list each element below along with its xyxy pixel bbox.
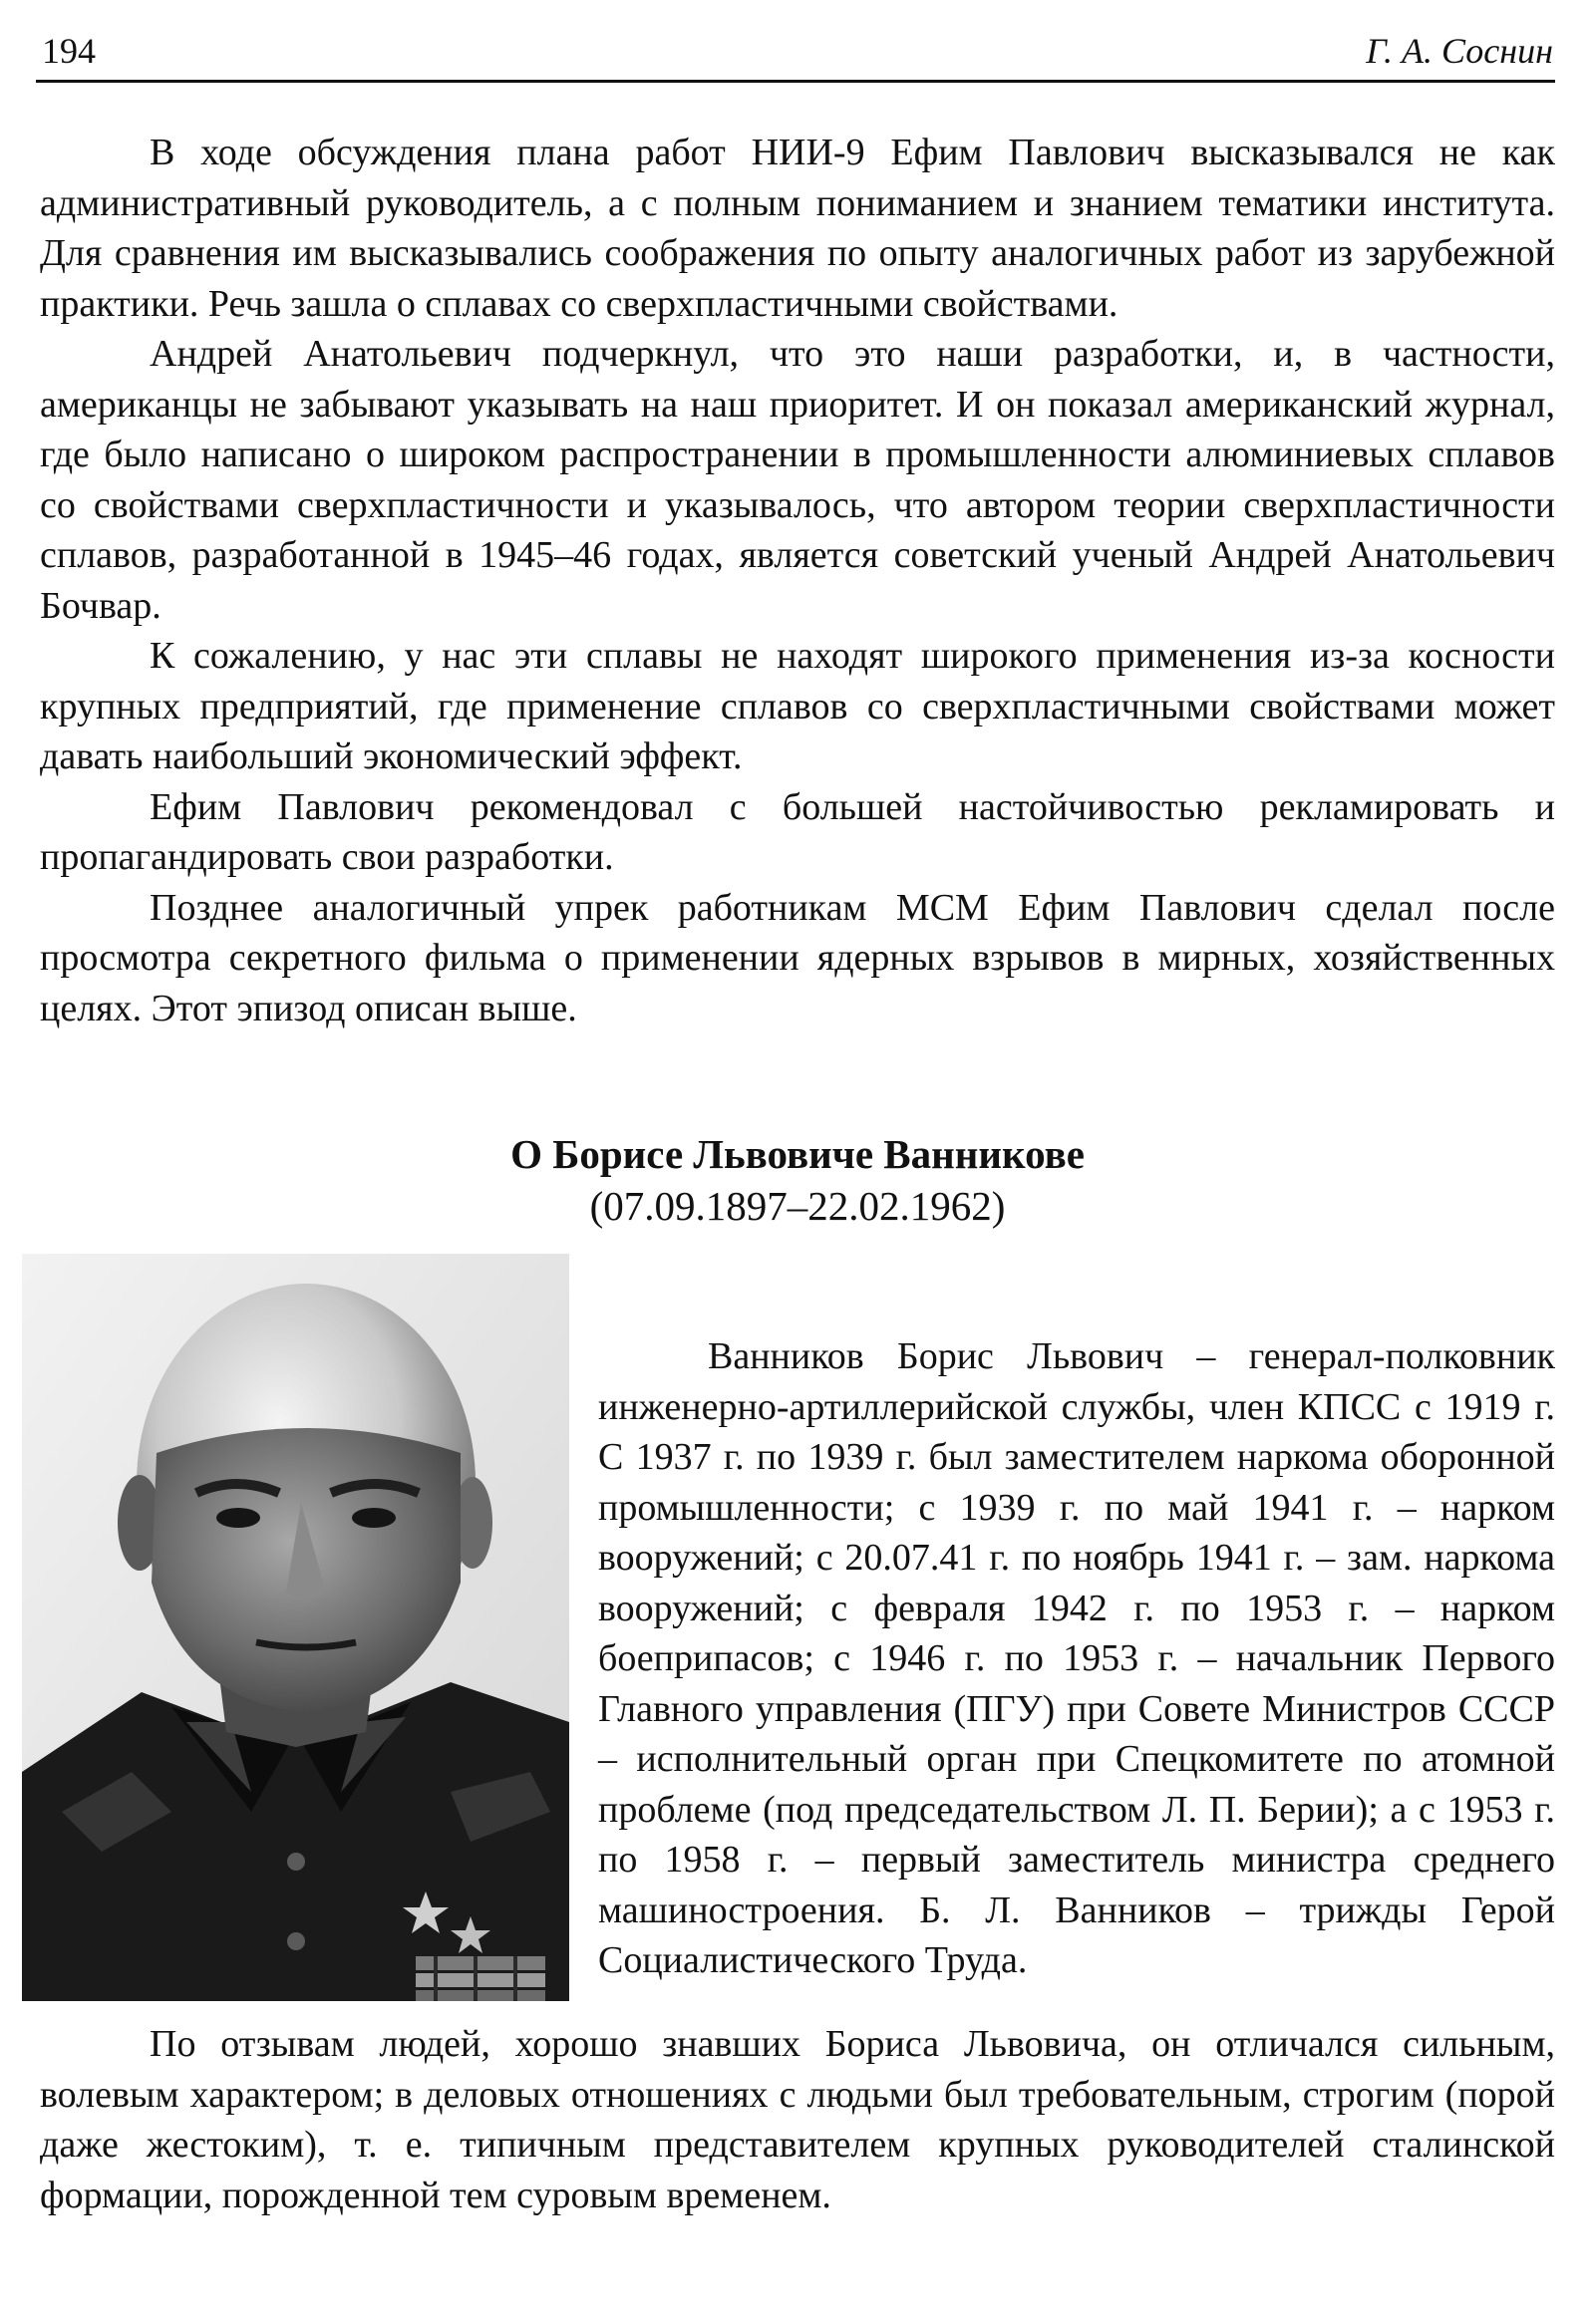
page-header	[36, 22, 1555, 83]
body-text-bottom	[40, 2019, 1555, 2220]
section-heading	[0, 1128, 1595, 1232]
paragraph: Андрей Анатольевич подчеркнул, что это наши разработки, и, в частности, американцы не забывают указывать на наш приоритет. И он показал американский журнал, где было написано о широком распространении в промышленности алюминиевых сплавов со свойствами сверхпластичности и указывалось, что автором теории сверхпластичности сплавов, разработанной в 1945–46 годах, является советский ученый Андрей Анатольевич Бочвар.	[40, 333, 1555, 627]
bio-text	[598, 1331, 1555, 1986]
paragraph: По отзывам людей, хорошо знавших Бориса Львовича, он отличался сильным, волевым характером; в деловых отношениях с людьми был требовательным, строгим (порой даже жестоким), т. е. типичным представителем крупных руководителей сталинской формации, порожденной тем суровым временем.	[40, 2023, 1555, 2216]
page-number: 194	[42, 31, 96, 71]
running-head: Г. А. Соснин	[1366, 31, 1553, 71]
paragraph: В ходе обсуждения плана работ НИИ-9 Ефим Павлович высказывался не как административный руководитель, а с полным пониманием и знанием тематики института. Для сравнения им высказывались соображения по опыту аналогичных работ из зарубежной практики. Речь зашла о сплавах со сверхпластичными свойствами.	[40, 132, 1555, 325]
section-title: О Борисе Львовиче Ванникове	[510, 1131, 1085, 1177]
paragraph: Позднее аналогичный упрек работникам МСМ Ефим Павлович сделал после просмотра секретного фильма о применении ядерных взрывов в мирных, хозяйственных целях. Этот эпизод описан выше.	[40, 886, 1555, 1029]
portrait-photo	[22, 1254, 569, 2001]
body-text-top	[40, 128, 1555, 1033]
section-dates: (07.09.1897–22.02.1962)	[589, 1183, 1006, 1229]
paragraph: К сожалению, у нас эти сплавы не находят широкого применения из-за косности крупных предприятий, где применение сплавов со сверхпластичными свойствами может давать наибольший экономический эффект.	[40, 635, 1555, 777]
paragraph: Ефим Павлович рекомендовал с большей настойчивостью рекламировать и пропагандировать свои разработки.	[40, 785, 1555, 878]
bio-paragraph: Ванников Борис Львович – генерал-полковник инженерно-артиллерийской службы, член КПСС с 1919 г. С 1937 г. по 1939 г. был заместителем наркома оборонной промышленности; с 1939 г. по май 1941 г. – нарком вооружений; с 20.07.41 г. по ноябрь 1941 г. – зам. наркома вооружений; с февраля 1942 г. по 1953 г. – нарком боеприпасов; с 1946 г. по 1953 г. – начальник Первого Главного управления (ПГУ) при Совете Министров СССР – исполнительный орган при Спецкомитете по атомной проблеме (под председательством Л. П. Берии); а с 1953 г. по 1958 г. – первый заместитель министра среднего машиностроения. Б. Л. Ванников – трижды Герой Социалистического Труда.	[598, 1335, 1555, 1981]
